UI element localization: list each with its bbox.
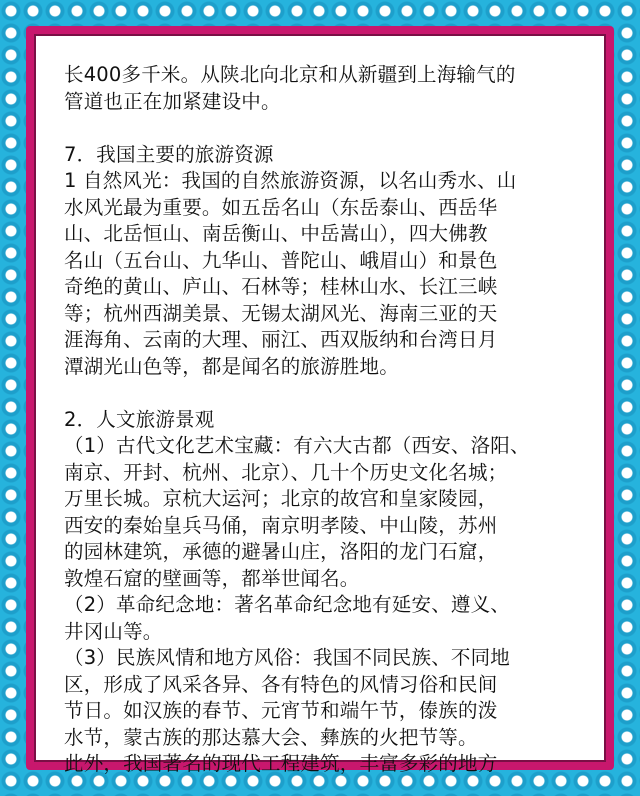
text-line: 水风光最为重要。如五岳名山（东岳泰山、西岳华 xyxy=(64,195,498,219)
text-line: （1）古代文化艺术宝藏：有六大古都（西安、洛阳、 xyxy=(64,434,530,457)
text-line: 节日。如汉族的春节、元宵节和端午节，傣族的泼 xyxy=(64,699,498,722)
text-line: 奇绝的黄山、庐山、石林等；桂林山水、长江三峡 xyxy=(64,275,498,298)
blank-line xyxy=(64,115,576,142)
text-line: 区，形成了风采各异、各有特色的风情习俗和民间 xyxy=(64,672,498,696)
text-line: 南京、开封、杭州、北京）、几十个历史文化名城； xyxy=(64,460,508,484)
text-line: 管道也正在加紧建设中。 xyxy=(64,89,281,113)
text-line: 名山（五台山、九华山、普陀山、峨眉山）和景色 xyxy=(64,248,498,272)
document-text xyxy=(64,62,576,774)
text-line: 长400多千米。从陕北向北京和从新疆到上海输气的 xyxy=(64,63,516,86)
text-line: 此外，我国著名的现代工程建筑，丰富多彩的地方 xyxy=(64,752,498,774)
text-line: 水节，蒙古族的那达慕大会、彝族的火把节等。 xyxy=(64,725,478,749)
text-line: （3）民族风情和地方风俗：我国不同民族、不同地 xyxy=(64,646,511,669)
text-line: 1 自然风光：我国的自然旅游资源，以名山秀水、山 xyxy=(64,169,517,192)
text-line: 万里长城。京杭大运河；北京的故宫和皇家陵园， xyxy=(64,487,498,510)
text-line: 山、北岳恒山、南岳衡山、中岳嵩山），四大佛教 xyxy=(64,222,488,245)
text-line: 西安的秦始皇兵马俑，南京明孝陵、中山陵，苏州 xyxy=(64,513,498,537)
text-line: 的园林建筑，承德的避暑山庄，洛阳的龙门石窟， xyxy=(64,540,498,563)
text-line: 等；杭州西湖美景、无锡太湖风光、海南三亚的天 xyxy=(64,301,498,325)
text-line: （2）革命纪念地：著名革命纪念地有延安、遵义、 xyxy=(64,593,511,616)
blank-line xyxy=(64,380,576,407)
text-line: 2．人文旅游景观 xyxy=(64,407,215,431)
text-line: 7．我国主要的旅游资源 xyxy=(64,142,274,166)
text-line: 敦煌石窟的壁画等，都举世闻名。 xyxy=(64,566,360,590)
text-line: 潭湖光山色等，都是闻名的旅游胜地。 xyxy=(64,354,399,378)
text-line: 涯海角、云南的大理、丽江、西双版纳和台湾日月 xyxy=(64,328,498,351)
text-line: 井冈山等。 xyxy=(64,619,163,643)
